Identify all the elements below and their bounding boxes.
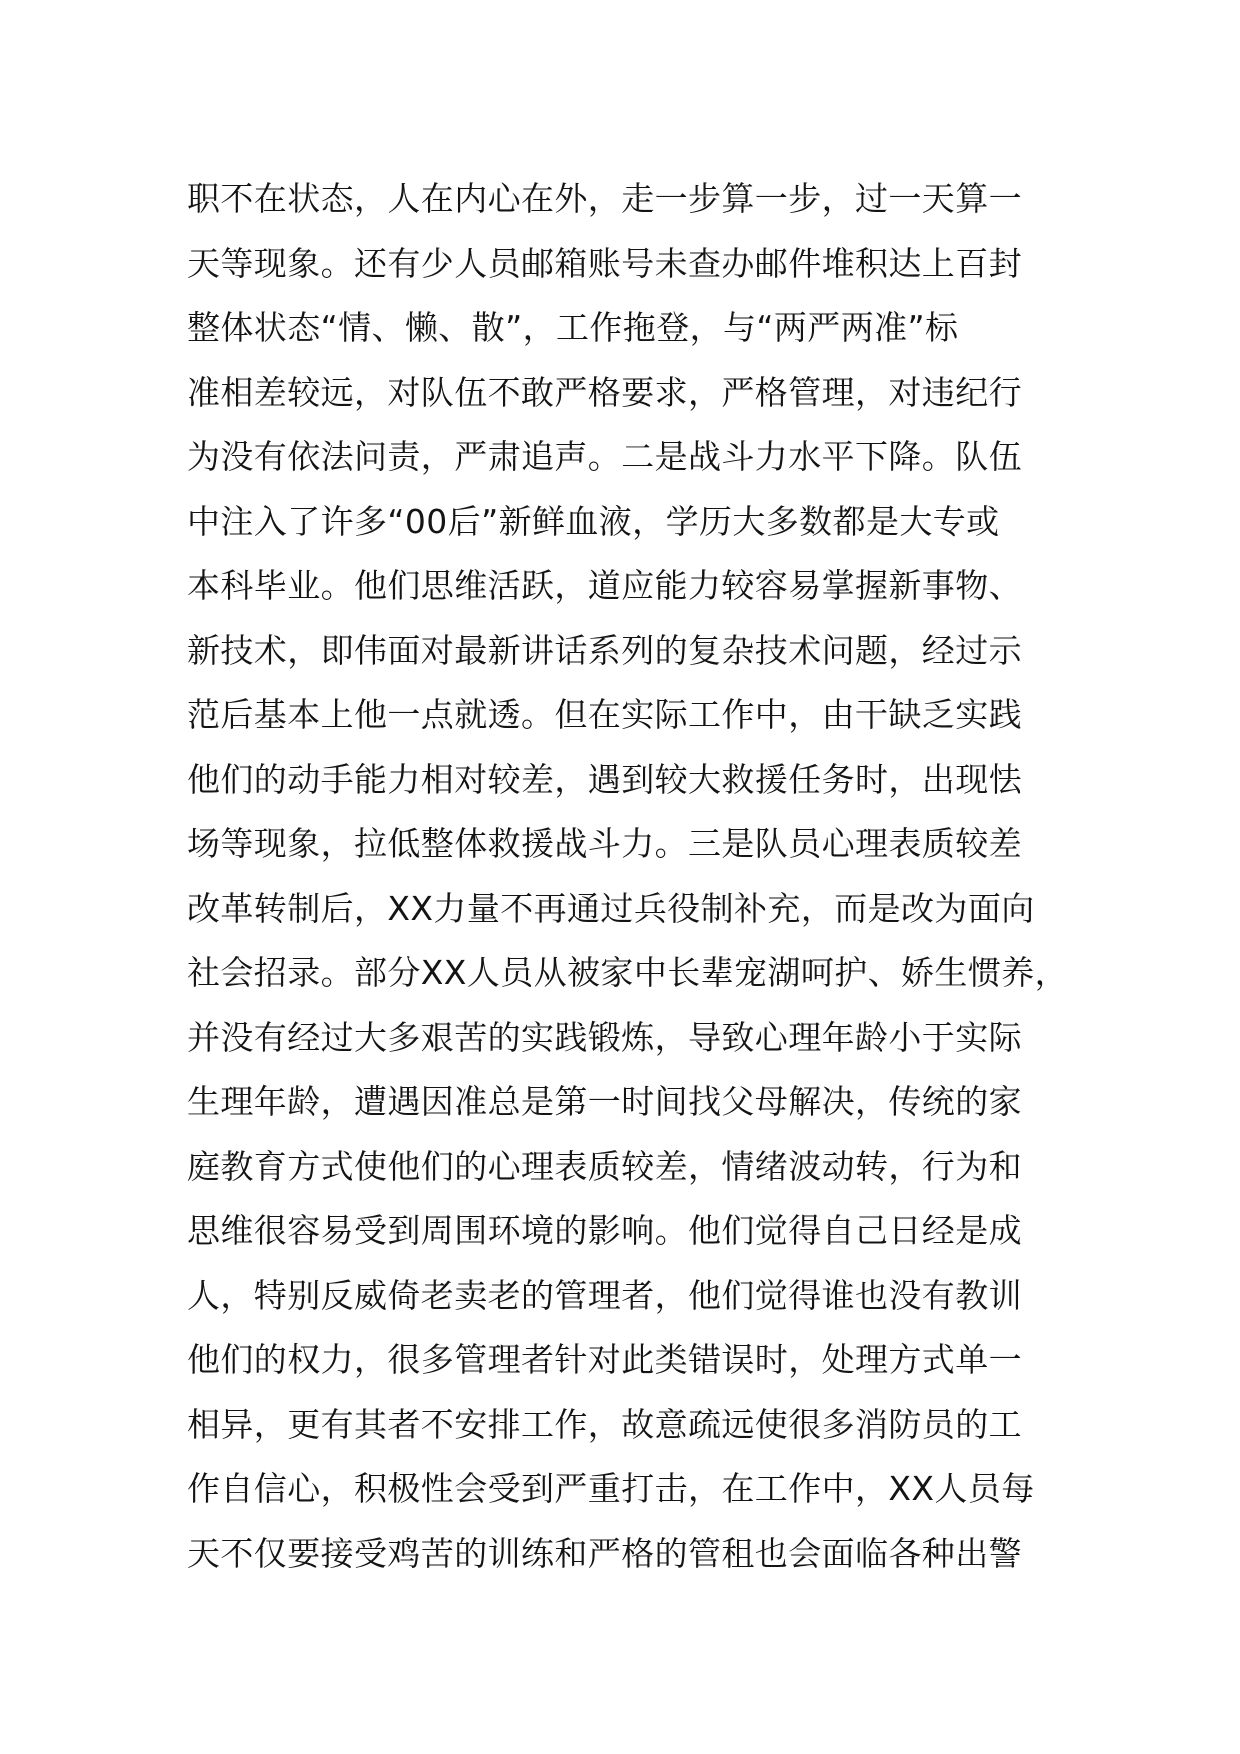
text-line: 天不仅要接受鸡苦的训练和严格的管租也会面临各种出警 <box>187 1533 1022 1573</box>
text-line: 整体状态“情、懒、散”，工作拖登，与“两严两准”标 <box>187 308 959 347</box>
text-line: 思维很容易受到周围环境的影响。他们觉得自己日经是成 <box>187 1211 1022 1250</box>
text-line: 庭教育方式使他们的心理表质较差，情绪波动转，行为和 <box>187 1146 1022 1186</box>
text-line: 作自信心，积极性会受到严重打击，在工作中，XX人员每 <box>187 1469 1035 1508</box>
text-line: 社会招录。部分XX人员从被家中长辈宠湖呵护、娇生惯养， <box>187 953 1069 992</box>
text-line: 准相差较远，对队伍不敢严格要求，严格管理，对违纪行 <box>187 372 1022 412</box>
text-line: 范后基本上他一点就透。但在实际工作中，由干缺乏实践 <box>187 695 1022 734</box>
text-line: 他们的动手能力相对较差，遇到较大救援任务时，出现怯 <box>187 759 1022 799</box>
text-line: 新技术，即伟面对最新讲话系列的复杂技术问题，经过示 <box>187 630 1022 670</box>
text-line: 并没有经过大多艰苦的实践锻炼，导致心理年龄小于实际 <box>187 1017 1022 1057</box>
text-line: 人，特别反威倚老卖老的管理者，他们觉得谁也没有教训 <box>187 1275 1022 1315</box>
text-line: 职不在状态，人在内心在外，走一步算一步，过一天算一 <box>187 179 1022 218</box>
text-line: 生理年龄，遭遇因准总是第一时间找父母解决，传统的家 <box>187 1082 1022 1121</box>
text-line: 天等现象。还有少人员邮箱账号未查办邮件堆积达上百封 <box>187 243 1022 283</box>
text-line: 场等现象，拉低整体救援战斗力。三是队员心理表质较差 <box>187 824 1022 863</box>
text-line: 本科毕业。他们思维活跃，道应能力较容易掌握新事物、 <box>187 566 1022 605</box>
text-line: 他们的权力，很多管理者针对此类错误时，处理方式单一 <box>187 1340 1022 1379</box>
text-line: 改革转制后，XX力量不再通过兵役制补充，而是改为面向 <box>187 888 1035 928</box>
text-line: 为没有依法问责，严肃追声。二是战斗力水平下降。队伍 <box>187 437 1022 476</box>
body-paragraph <box>187 167 1127 1586</box>
text-line: 相异，更有其者不安排工作，故意疏远使很多消防员的工 <box>187 1404 1022 1444</box>
text-line: 中注入了许多“00后”新鲜血液，学历大多数都是大专或 <box>187 501 1000 541</box>
